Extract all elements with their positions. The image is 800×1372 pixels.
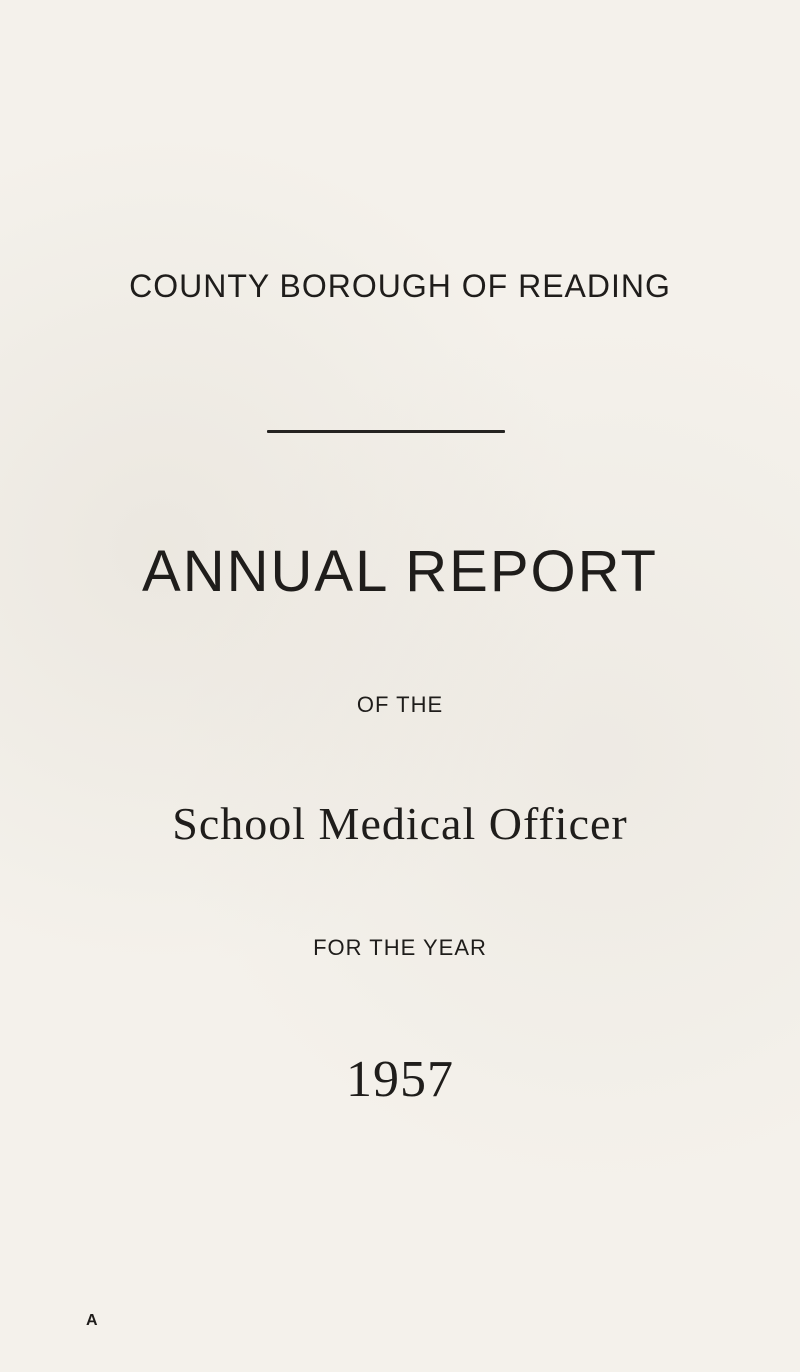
report-year: 1957 [346,1051,454,1108]
report-preposition: OF THE [356,692,444,717]
horizontal-divider [267,430,505,433]
footer-mark: A [86,1312,98,1329]
authority-heading: COUNTY BOROUGH OF READING [129,268,671,304]
officer-title: School Medical Officer [172,798,628,849]
year-label: FOR THE YEAR [313,935,487,960]
report-title: ANNUAL REPORT [142,539,658,604]
